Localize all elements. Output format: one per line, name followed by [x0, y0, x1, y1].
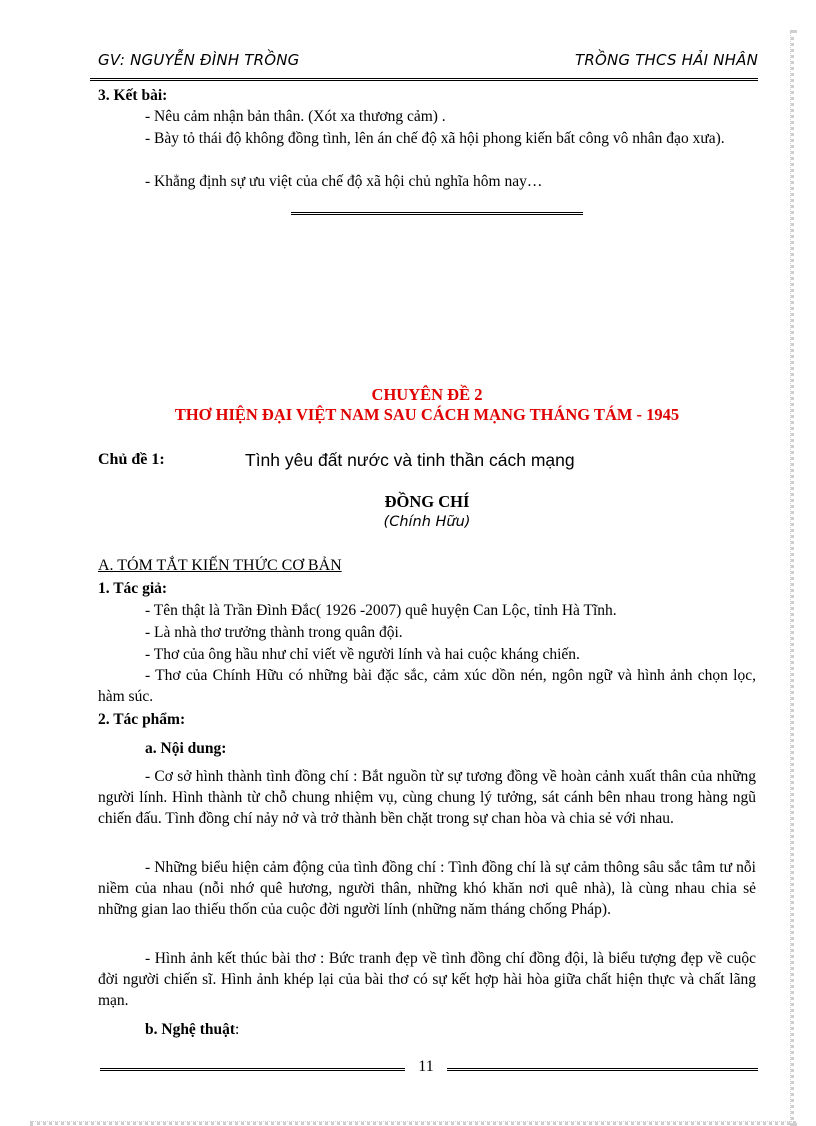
nghe-thuat-heading: b. Nghệ thuật [145, 1021, 236, 1038]
chuyen-de-title: CHUYÊN ĐỀ 2 [371, 385, 483, 404]
poem-title: ĐỒNG CHÍ [384, 492, 470, 511]
noi-dung-paragraph-1: - Cơ sở hình thành tình đồng chí : Bắt nguồn từ sự tương đồng về hoàn cảnh xuất thân của những người lính. Hình thành từ chỗ chung nhiệm vụ, cùng chung lý tưởng, sát cánh bên nhau trong hàng ngũ chiến đấu. Tình đồng chí nảy nở và trở thành bền chặt trong sự chan hòa và chia sẻ với nhau. [98, 768, 756, 827]
page-border-bottom [30, 1121, 796, 1125]
nghe-thuat-colon: : [235, 1021, 240, 1038]
tac-pham-heading: 2. Tác phẩm: [98, 711, 186, 728]
chu-de-label: Chủ đề 1: [98, 451, 165, 468]
chuyen-de-subtitle: THƠ HIỆN ĐẠI VIỆT NAM SAU CÁCH MẠNG THÁNG TÁM - 1945 [174, 405, 680, 424]
footer-rule-right [447, 1068, 758, 1071]
poem-author: (Chính Hữu) [383, 514, 471, 530]
header-rule [90, 78, 758, 81]
header-school: TRỒNG THCS HẢI NHÂN [574, 51, 758, 69]
chu-de-title: Tình yêu đất nước và tinh thần cách mạng [245, 450, 575, 470]
nghe-thuat-line [98, 1019, 756, 1040]
ket-bai-line-3: - Khẳng định sự ưu việt của chế độ xã hội chủ nghĩa hôm nay… [145, 173, 543, 190]
noi-dung-paragraph-3: - Hình ảnh kết thúc bài thơ : Bức tranh đẹp về tình đồng chí đồng đội, là biểu tượng đẹp về cuộc đời người chiến sĩ. Hình ảnh khép lại của bài thơ có sự kết hợp hài hòa giữa chất hiện thực và chất lãng mạn. [98, 950, 756, 1009]
ket-bai-line-1: - Nêu cảm nhận bản thân. (Xót xa thương cảm) . [145, 108, 446, 125]
tac-gia-line-1: - Tên thật là Trần Đình Đắc( 1926 -2007) quê huyện Can Lộc, tỉnh Hà Tĩnh. [145, 602, 617, 619]
section-a-heading: A. TÓM TẮT KIẾN THỨC CƠ BẢN [98, 557, 342, 574]
ket-bai-line-2: - Bày tỏ thái độ không đồng tình, lên án chế độ xã hội phong kiến bất công vô nhân đạo xưa). [145, 130, 725, 147]
tac-gia-line-3: - Thơ của ông hầu như chỉ viết về người lính và hai cuộc kháng chiến. [145, 646, 580, 663]
noi-dung-heading: a. Nội dung: [145, 740, 227, 757]
footer-rule-left [100, 1068, 405, 1071]
tac-gia-line-4: - Thơ của Chính Hữu có những bài đặc sắc, cảm xúc dồn nén, ngôn ngữ và hình ảnh chọn lọc, hàm súc. [98, 667, 756, 705]
tac-gia-heading: 1. Tác giả: [98, 580, 168, 597]
ket-bai-heading: 3. Kết bài: [98, 87, 168, 104]
header-teacher: GV: NGUYỄN ĐÌNH TRỒNG [98, 51, 300, 69]
tac-gia-line-2: - Là nhà thơ trưởng thành trong quân đội. [145, 624, 403, 641]
page-border-right [790, 30, 794, 1126]
page-number: 11 [418, 1058, 434, 1075]
noi-dung-paragraph-2: - Những biểu hiện cảm động của tình đồng chí : Tình đồng chí là sự cảm thông sâu sắc tâm tư nỗi niềm của nhau (nỗi nhớ quê hương, người thân, những khó khăn nơi quê nhà), là cùng nhau chia sẻ những gian lao thiếu thốn của cuộc đời người lính (những năm tháng chống Pháp). [98, 859, 756, 918]
section-separator [291, 212, 583, 215]
